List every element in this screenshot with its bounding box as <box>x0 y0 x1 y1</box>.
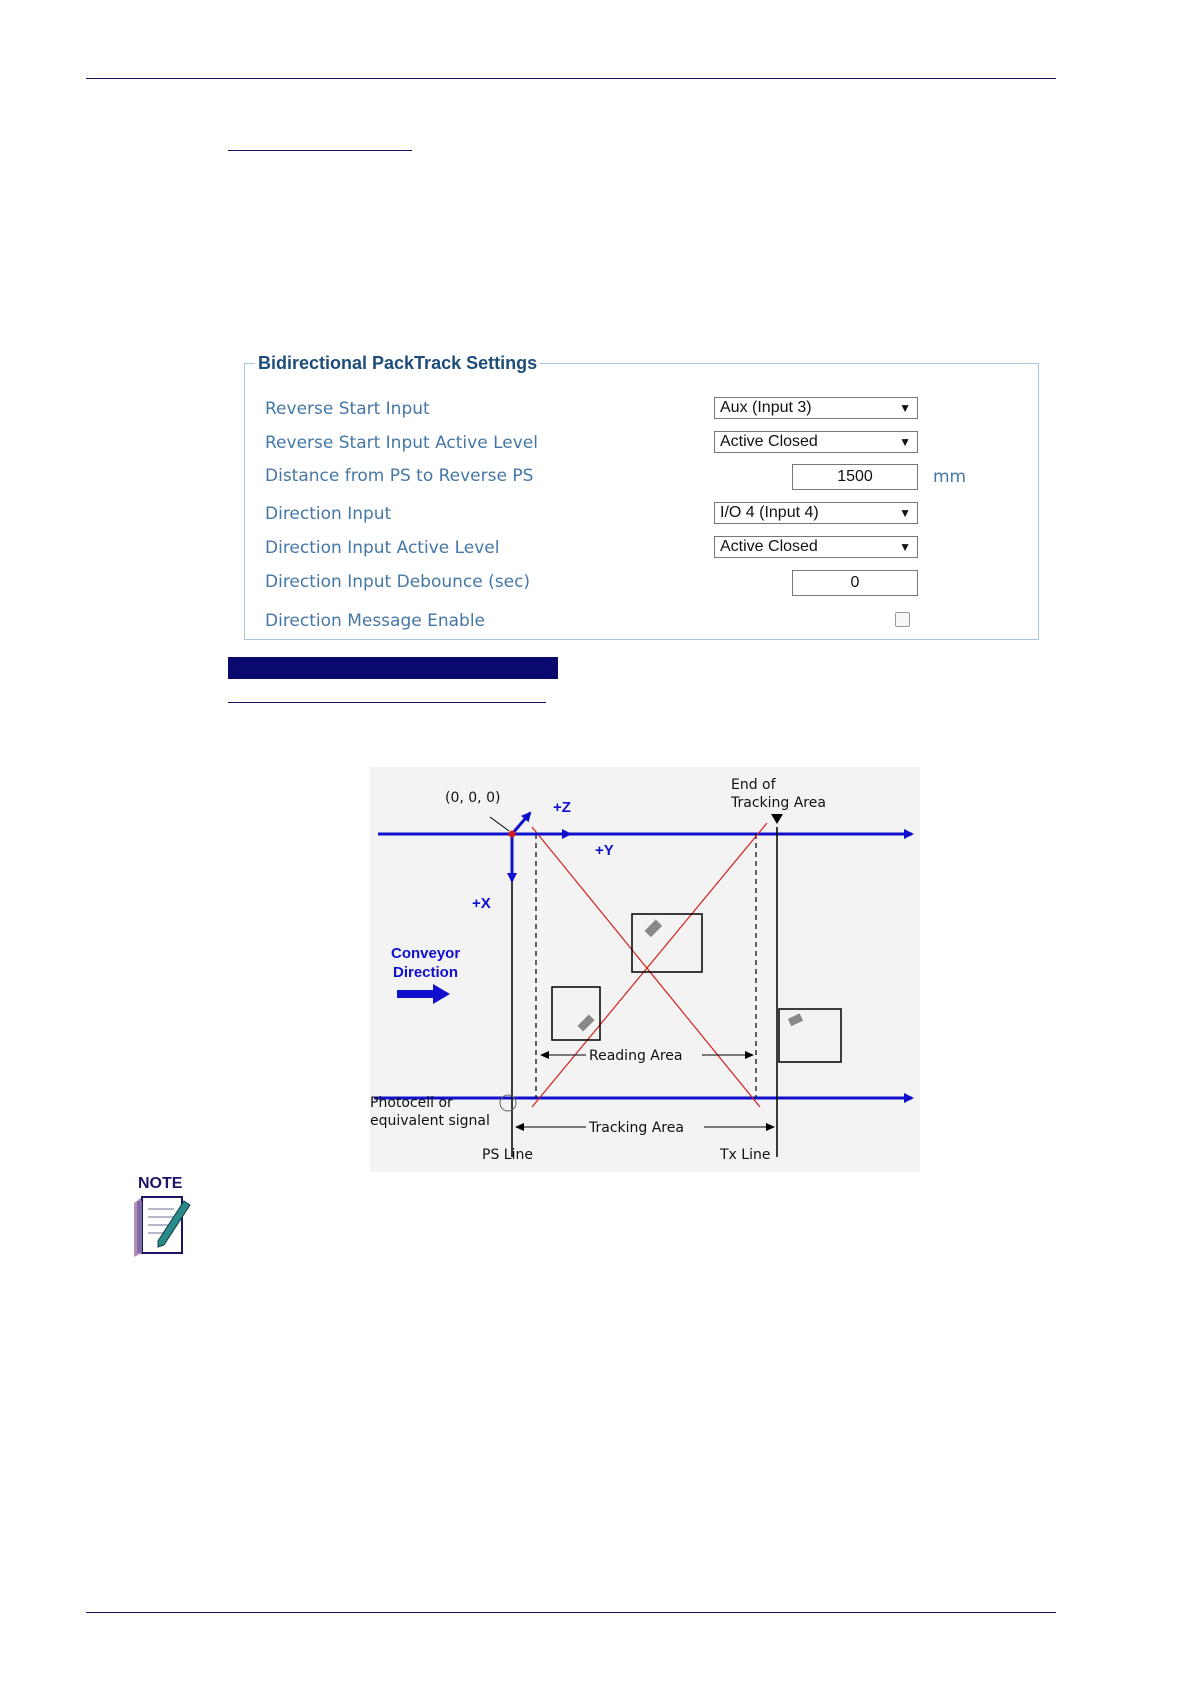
dropdown-arrow-icon: ▼ <box>899 435 911 449</box>
ps-line-label: PS Line <box>482 1147 533 1163</box>
origin-point <box>509 831 516 838</box>
unit-label: mm <box>933 467 967 487</box>
packtrack-diagram <box>370 767 920 1172</box>
underline-link[interactable] <box>228 702 546 703</box>
select-value: Active Closed <box>720 538 818 555</box>
caption-band <box>228 657 558 679</box>
select-value: Active Closed <box>720 433 818 450</box>
direction-active-level-select[interactable] <box>714 536 918 558</box>
reverse-start-active-level-select[interactable] <box>714 431 918 453</box>
dropdown-arrow-icon: ▼ <box>899 506 911 520</box>
bidirectional-packtrack-settings-panel <box>244 353 1039 640</box>
photocell-label-line1: Photocell or <box>370 1095 453 1111</box>
y-axis-label: +Y <box>595 842 614 859</box>
panel-title: Bidirectional PackTrack Settings <box>258 353 538 373</box>
field-label: Direction Input <box>265 504 392 524</box>
underline-link[interactable] <box>228 150 412 151</box>
field-label: Distance from PS to Reverse PS <box>265 466 534 486</box>
reading-area-label: Reading Area <box>589 1048 683 1064</box>
distance-ps-input[interactable]: 1500 <box>792 464 918 490</box>
field-label: Direction Input Active Level <box>265 538 500 558</box>
select-value: I/O 4 (Input 4) <box>720 504 819 521</box>
conveyor-label-line2: Direction <box>393 964 459 981</box>
note-icon-spine <box>137 1201 142 1253</box>
tracking-area-label: Tracking Area <box>589 1120 684 1136</box>
z-axis-label: +Z <box>553 799 571 816</box>
direction-message-enable-checkbox[interactable] <box>895 612 910 627</box>
dropdown-arrow-icon: ▼ <box>899 540 911 554</box>
dropdown-arrow-icon: ▼ <box>899 401 911 415</box>
select-value: Aux (Input 3) <box>720 399 812 416</box>
field-label: Reverse Start Input Active Level <box>265 433 538 453</box>
direction-debounce-input[interactable]: 0 <box>792 570 918 596</box>
end-of-tracking-line2: Tracking Area <box>731 795 826 811</box>
origin-label: (0, 0, 0) <box>445 790 501 806</box>
tx-line-label: Tx Line <box>720 1147 771 1163</box>
note-icon-text: NOTE <box>138 1175 183 1192</box>
note-icon <box>128 1173 192 1257</box>
field-label: Direction Message Enable <box>265 611 486 631</box>
direction-input-select[interactable] <box>714 502 918 524</box>
field-label: Direction Input Debounce (sec) <box>265 572 531 592</box>
header-rule <box>86 78 1056 79</box>
field-label: Reverse Start Input <box>265 399 430 419</box>
footer-rule <box>86 1612 1056 1613</box>
reverse-start-input-select[interactable] <box>714 397 918 419</box>
photocell-label-line2: equivalent signal <box>370 1113 490 1129</box>
end-of-tracking-line1: End of <box>731 777 776 793</box>
x-axis-label: +X <box>472 895 491 912</box>
conveyor-label-line1: Conveyor <box>391 945 461 962</box>
